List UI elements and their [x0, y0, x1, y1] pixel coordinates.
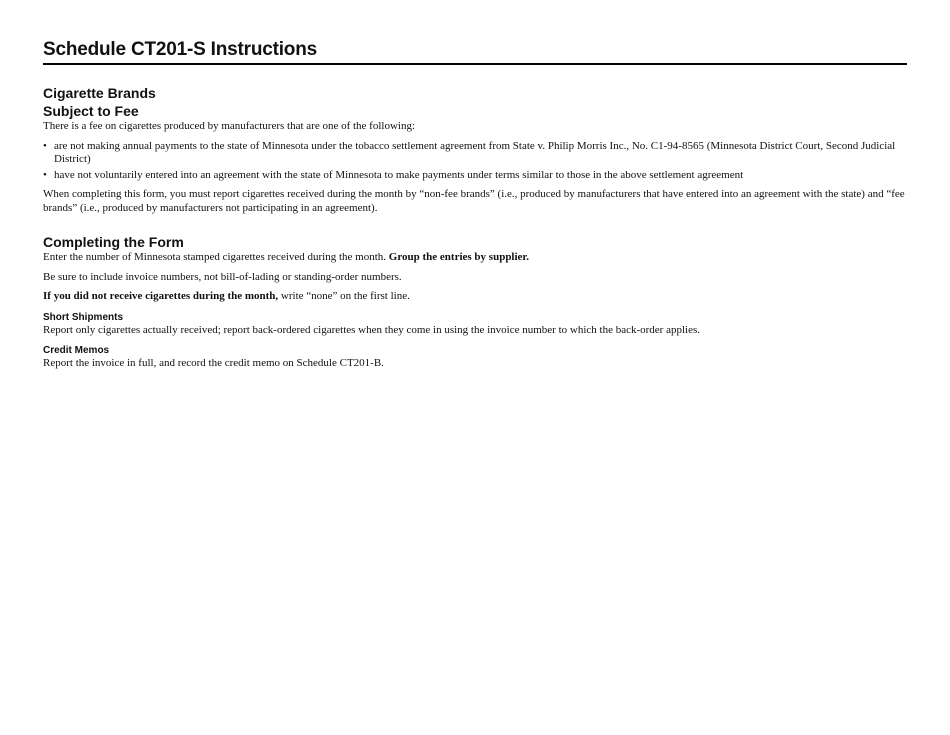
instructions-page [43, 38, 907, 371]
completing-form-heading: Completing the Form [43, 234, 184, 250]
cigarette-brands-heading: Cigarette Brands [43, 85, 156, 101]
credit-memos-heading: Credit Memos [43, 345, 110, 356]
no-cigarettes-bold: If you did not receive cigarettes during the month, [43, 290, 279, 302]
page-title: Schedule CT201-S Instructions [43, 38, 907, 65]
entry-instructions-text [43, 251, 907, 265]
list-item-text: have not voluntarily entered into an agreement with the state of Minnesota to make payments under terms similar to those in the above settlement agreement [54, 168, 744, 181]
bullet-icon: • [43, 139, 47, 152]
short-shipments-text: Report only cigarettes actually received; report back-ordered cigarettes when they come in using the invoice number to which the back-order applies. [43, 323, 700, 336]
invoice-numbers-text: Be sure to include invoice numbers, not bill-of-lading or standing-order numbers. [43, 270, 402, 283]
bullet-icon: • [43, 168, 47, 181]
no-cigarettes-plain: write “none” on the first line. [278, 290, 410, 302]
list-item [43, 140, 907, 167]
list-item [43, 169, 907, 183]
list-item-text: are not making annual payments to the state of Minnesota under the tobacco settlement agreement from State v. Philip Morris Inc., No. C1-94-8565 (Minnesota District Court, Second Judicial District) [54, 139, 896, 165]
entry-instructions-plain: Enter the number of Minnesota stamped cigarettes received during the month. [43, 251, 389, 263]
fee-intro-text: There is a fee on cigarettes produced by manufacturers that are one of the following: [43, 120, 416, 132]
entry-instructions-bold: Group the entries by supplier. [388, 251, 530, 263]
completing-note-text: When completing this form, you must report cigarettes received during the month by “non-fee brands” (i.e., produced by manufacturers that have entered into an agreement with the state) and “fee brands” (i.e., produced by manufacturers not participating in an agreement). [43, 188, 905, 214]
cigarette-brands-section [43, 84, 907, 215]
fee-conditions-list [43, 140, 907, 183]
completing-form-section [43, 233, 907, 371]
credit-memos-text: Report the invoice in full, and record the credit memo on Schedule CT201-B. [43, 357, 384, 369]
short-shipments-heading: Short Shipments [43, 311, 124, 323]
no-cigarettes-text [43, 290, 907, 304]
subject-to-fee-heading: Subject to Fee [43, 103, 139, 119]
